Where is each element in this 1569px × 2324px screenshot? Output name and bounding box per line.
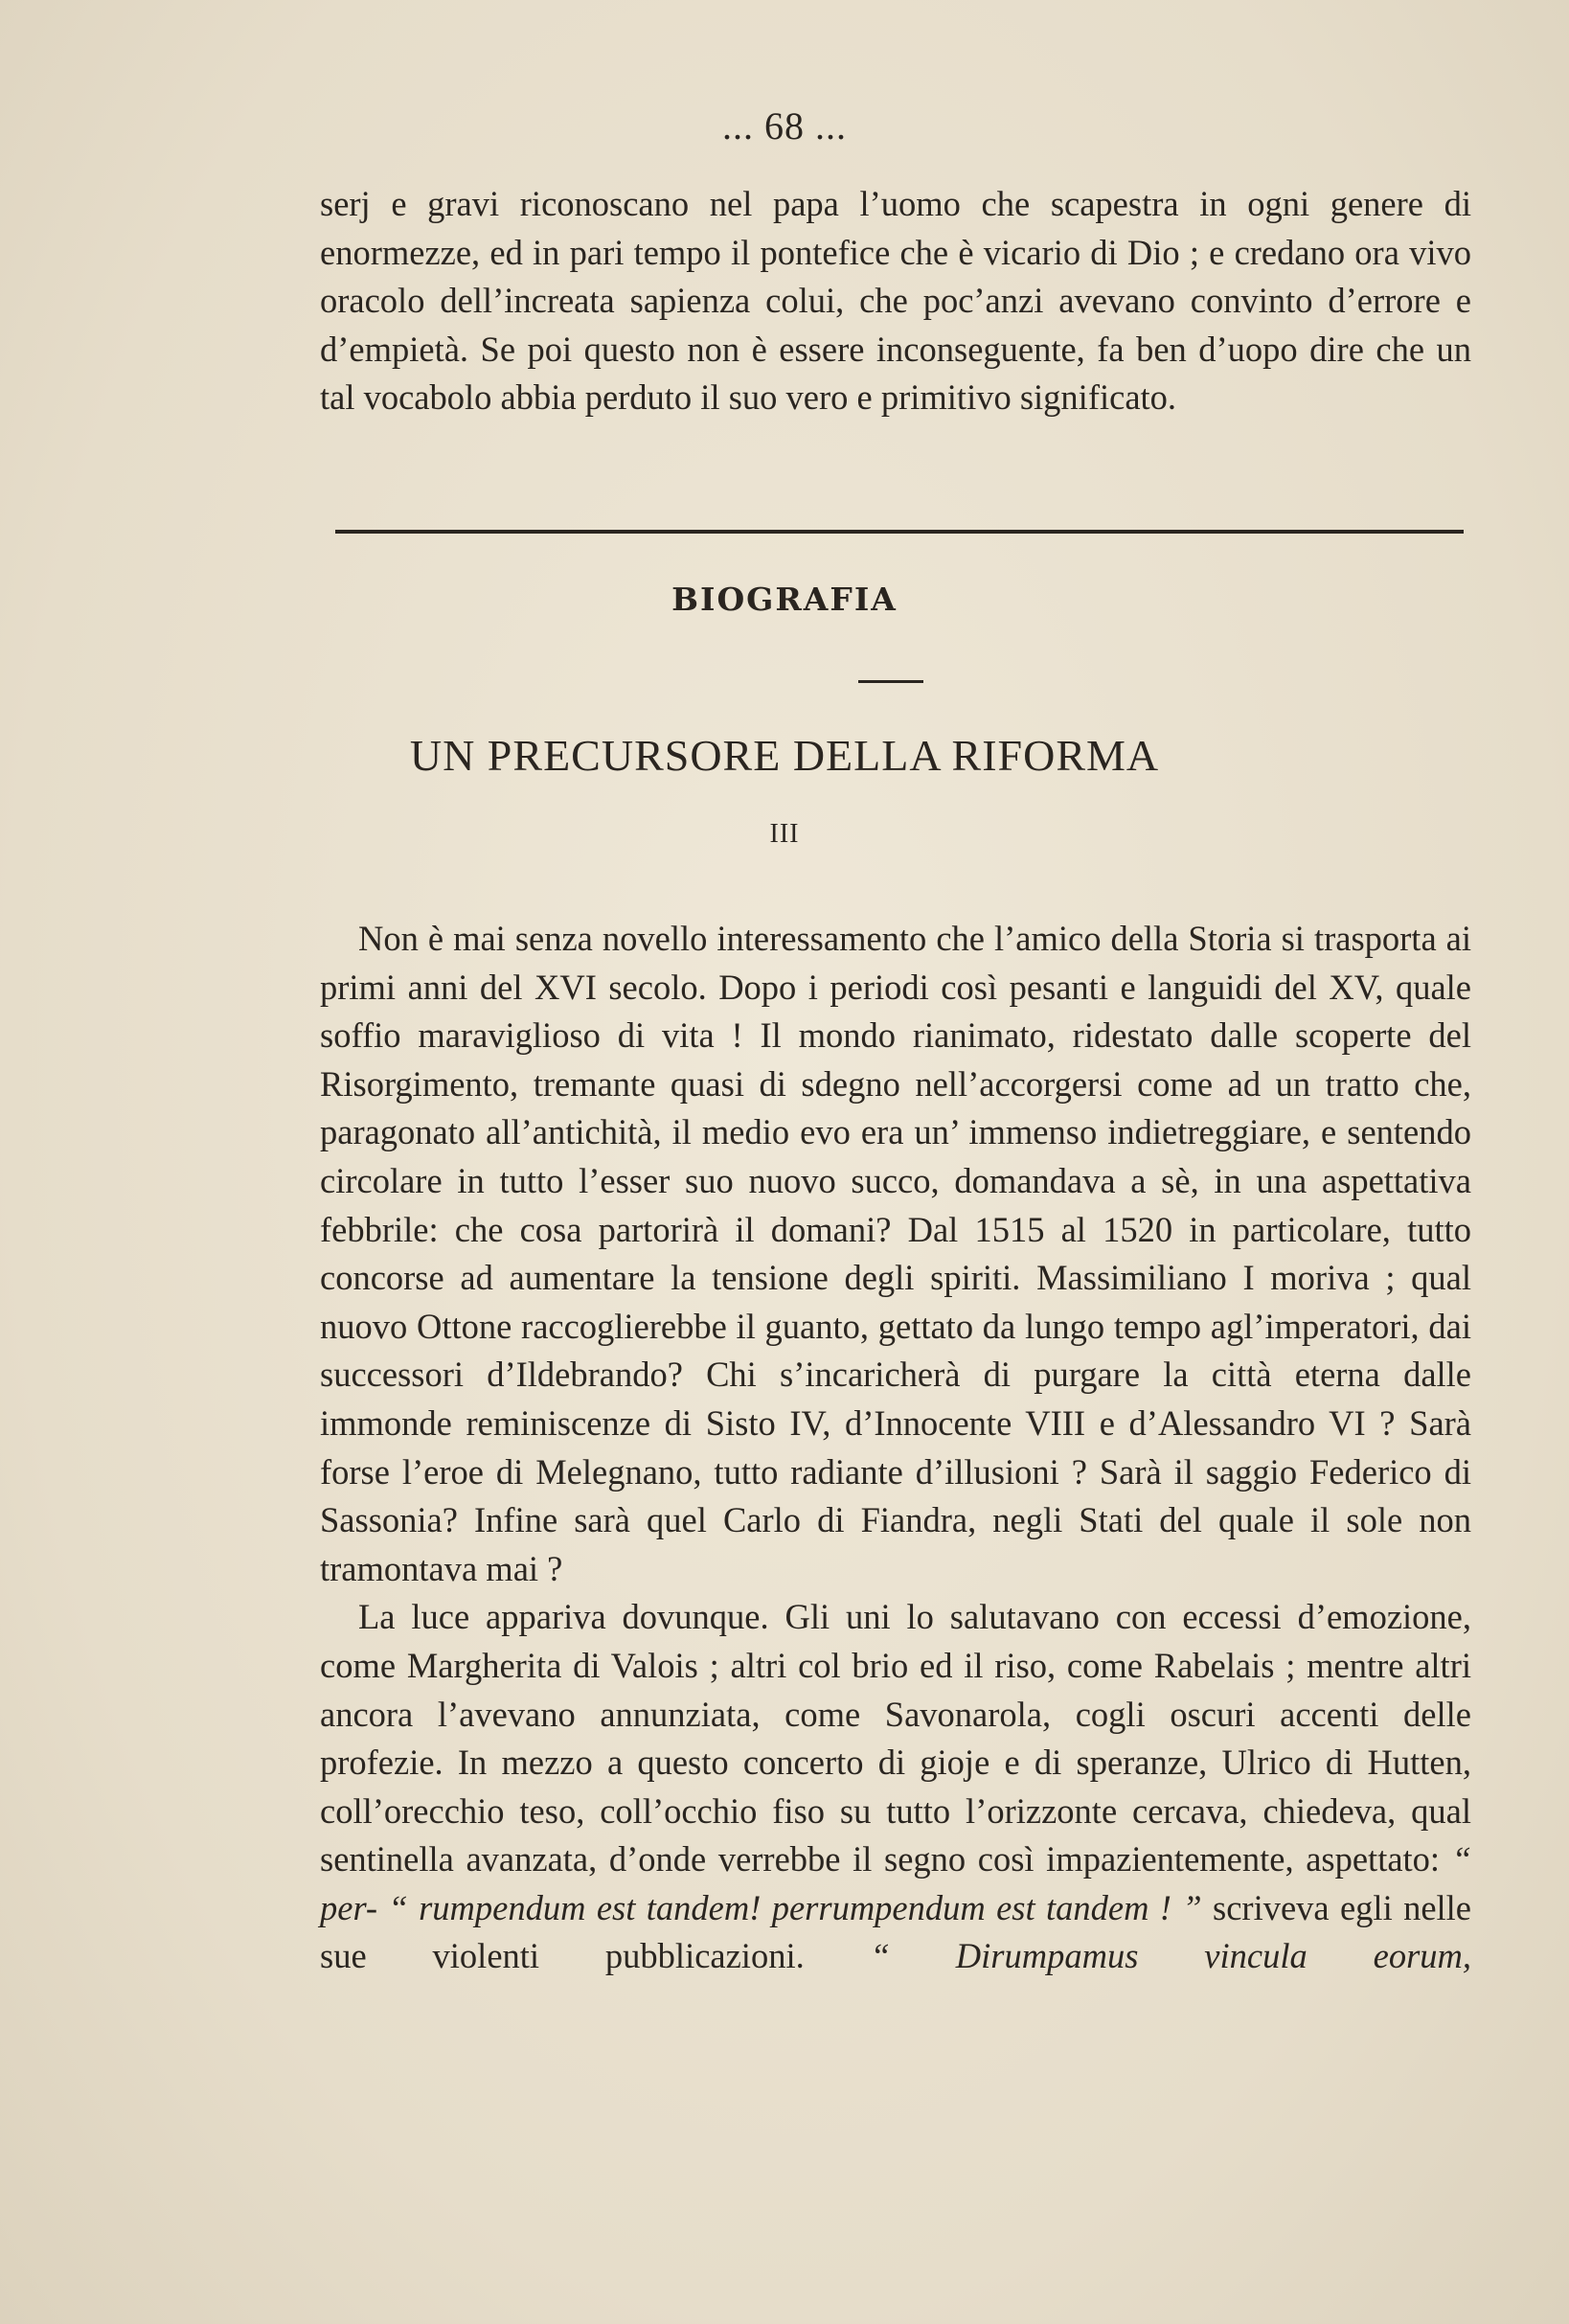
paragraph-2-text-a: La luce appariva dovunque. Gli uni lo salutavano con eccessi d’emozione, come Margherita di Valois ; altri col brio ed il riso, come Rabelais ; mentre altri ancora l’avevano annunziata, come Savonarola, cogli oscuri accenti delle profezie. In mezzo a questo concerto di gioje e di speranze, Ulrico di Hutten, coll’orecchio teso, coll’occhio fiso su tutto l’orizzonte cercava, chiedeva, qual sentinella avanzata, d’onde verrebbe il segno così impazientemente, aspettato: xyxy=(320,1597,1471,1880)
title-divider xyxy=(858,680,923,683)
paragraph-2 xyxy=(320,1593,1471,1981)
intro-text xyxy=(320,180,1471,422)
section-divider xyxy=(335,530,1464,534)
chapter-number: III xyxy=(769,819,800,849)
latin-quote-2: “ Dirumpamus vincula eorum, xyxy=(870,1936,1472,1976)
latin-quote-1: “ per- “ rumpendum est tandem! perrumpendum est tandem ! ” xyxy=(320,1839,1472,1927)
intro-paragraph: serj e gravi riconoscano nel papa l’uomo che scapestra in ogni genere di enormezze, ed in pari tempo il pontefice che è vicario di Dio ; e credano ora vivo oracolo dell’increata sapienza colui, che poc’anzi avevano convinto d’errore e d’empietà. Se poi questo non è essere inconseguente, fa ben d’uopo dire che un tal vocabolo abbia perduto il suo vero e primitivo significato. xyxy=(320,184,1471,418)
article-body xyxy=(320,915,1471,1981)
paragraph-1: Non è mai senza novello interessamento che l’amico della Storia si trasporta ai primi anni del XVI secolo. Dopo i periodi così pesanti e languidi del XV, quale soffio maraviglioso di vita ! Il mondo rianimato, ridestato dalle scoperte del Risorgimento, tremante quasi di sdegno nell’accorgersi come ad un tratto che, paragonato all’antichità, il medio evo era un’ immenso indietreggiare, e sentendo circolare in tutto l’esser suo nuovo succo, domandava a sè, in una aspettativa febbrile: che cosa partorirà il domani? Dal 1515 al 1520 in particolare, tutto concorse ad aumentare la tensione degli spiriti. Massimiliano I moriva ; qual nuovo Ottone raccoglierebbe il guanto, gettato da lungo tempo agl’imperatori, dai successori d’Ildebrando? Chi s’incaricherà di purgare la città eterna dalle immonde reminiscenze di Sisto IV, d’Innocente VIII e d’Alessandro VI ? Sarà forse l’eroe di Melegnano, tutto radiante d’illusioni ? Sarà il saggio Federico di Sassonia? Infine sarà quel Carlo di Fiandra, negli Stati del quale il sole non tramontava mai ? xyxy=(320,919,1471,1588)
page-number: ... 68 ... xyxy=(722,104,847,148)
paragraph-2-text-b: scriveva egli nelle sue violenti pubblicazioni. xyxy=(320,1887,1472,1976)
article-title: UN PRECURSORE DELLA RIFORMA xyxy=(409,731,1160,780)
section-label: BIOGRAFIA xyxy=(671,581,898,618)
